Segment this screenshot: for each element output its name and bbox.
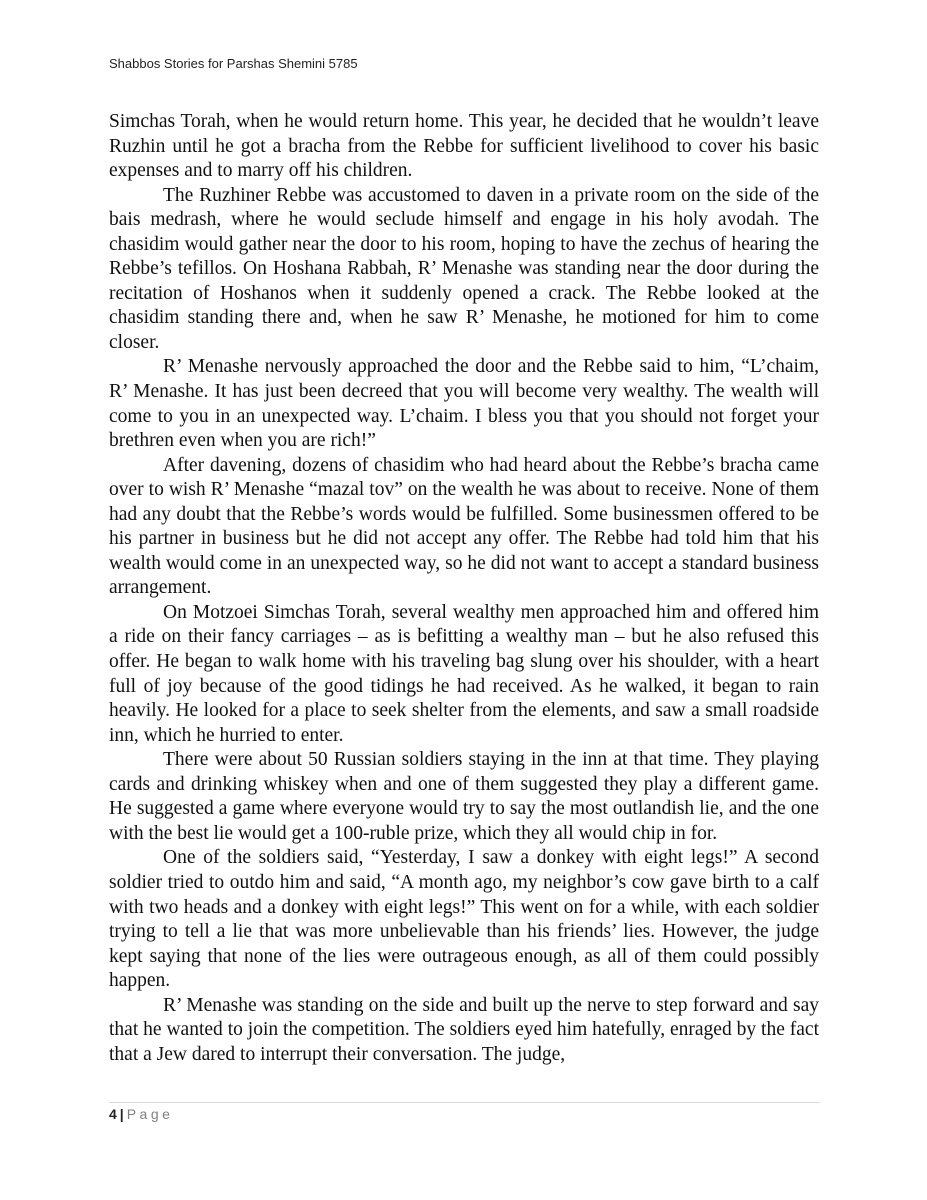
- paragraph: There were about 50 Russian soldiers staying in the inn at that time. They playing cards and drinking whiskey when and one of them suggested they play a different game. He suggested a game where everyone would try to say the most outlandish lie, and the one with the best lie would get a 100-ruble prize, which they all would chip in for.: [109, 749, 819, 844]
- page-label: Page: [126, 1106, 174, 1122]
- paragraph: One of the soldiers said, “Yesterday, I saw a donkey with eight legs!” A second soldier tried to outdo him and said, “A month ago, my neighbor’s cow gave birth to a calf with two heads and a donkey with eight legs!” This went on for a while, with each soldier trying to tell a lie that was more unbelievable than his friends’ lies. However, the judge kept saying that none of the lies were outrageous enough, as all of them could possibly happen.: [109, 847, 819, 992]
- footer-separator: |: [119, 1106, 124, 1122]
- paragraph: Simchas Torah, when he would return home. This year, he decided that he wouldn’t leave Ruzhin until he got a bracha from the Rebbe for sufficient livelihood to cover his basic expenses and to marry off his children.: [109, 111, 819, 182]
- paragraph: The Ruzhiner Rebbe was accustomed to daven in a private room on the side of the bais medrash, where he would seclude himself and engage in his holy avodah. The chasidim would gather near the door to his room, hoping to have the zechus of hearing the Rebbe’s tefillos. On Hoshana Rabbah, R’ Menashe was standing near the door during the recitation of Hoshanos when it suddenly opened a crack. The Rebbe looked at the chasidim standing there and, when he saw R’ Menashe, he motioned for him to come closer.: [109, 184, 819, 353]
- paragraph: R’ Menashe nervously approached the door and the Rebbe said to him, “L’chaim, R’ Menashe. It has just been decreed that you will become very wealthy. The wealth will come to you in an unexpected way. L’chaim. I bless you that you should not forget your brethren even when you are rich!”: [109, 356, 819, 452]
- paragraph: After davening, dozens of chasidim who had heard about the Rebbe’s bracha came over to wish R’ Menashe “mazal tov” on the wealth he was about to receive. None of them had any doubt that the Rebbe’s words would be fulfilled. Some businessmen offered to be his partner in business but he did not accept any offer. The Rebbe had told him that his wealth would come in an unexpected way, so he did not want to accept a standard business arrangement.: [109, 454, 819, 599]
- paragraph: On Motzoei Simchas Torah, several wealthy men approached him and offered him a ride on their fancy carriages – as is befitting a wealthy man – but he also refused this offer. He began to walk home with his traveling bag slung over his shoulder, with a heart full of joy because of the good tidings he had received. As he walked, it began to rain heavily. He looked for a place to seek shelter from the elements, and saw a small roadside inn, which he hurried to enter.: [109, 601, 819, 746]
- page-footer: [109, 1106, 173, 1122]
- footer-divider: [109, 1102, 820, 1103]
- page-number: 4: [109, 1106, 117, 1122]
- story-body: [109, 110, 819, 1067]
- paragraph: R’ Menashe was standing on the side and built up the nerve to step forward and say that he wanted to join the competition. The soldiers eyed him hatefully, enraged by the fact that a Jew dared to interrupt their conversation. The judge,: [109, 994, 819, 1065]
- page-header-title: Shabbos Stories for Parshas Shemini 5785: [109, 56, 358, 71]
